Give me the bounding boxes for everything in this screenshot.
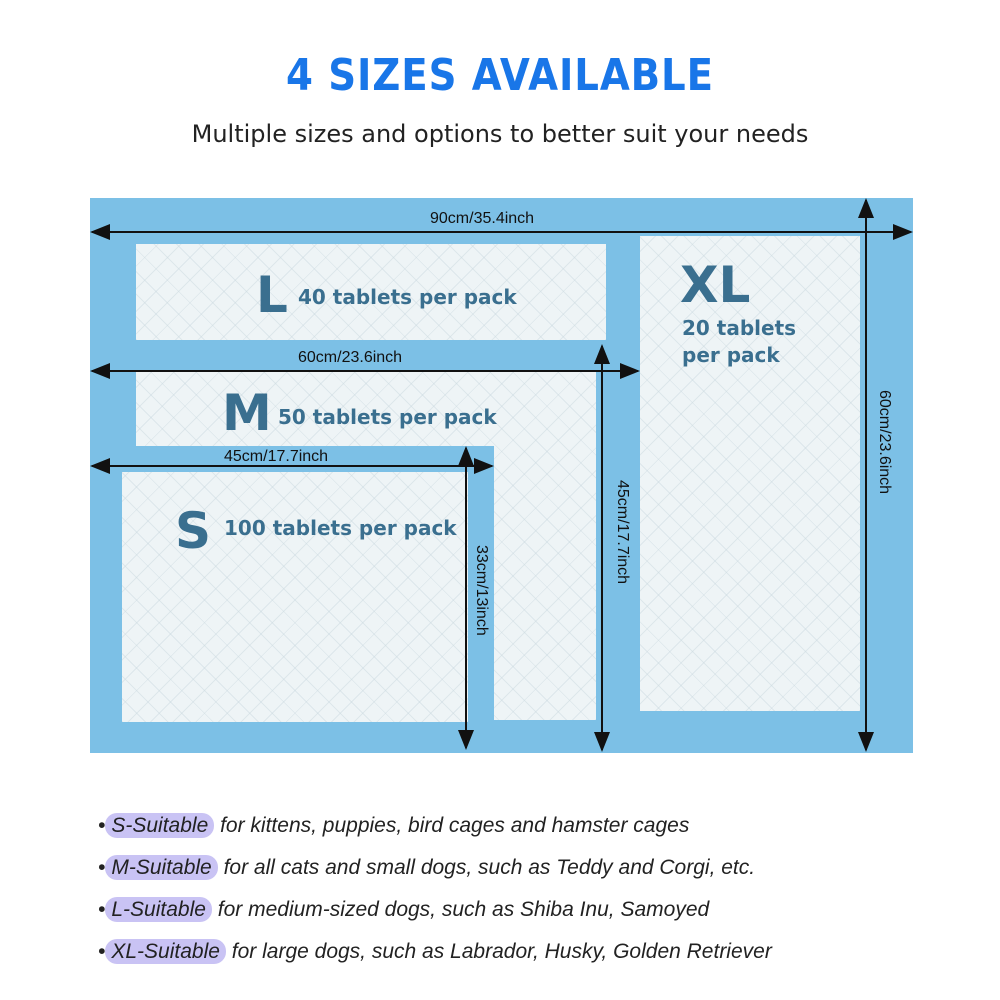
size-tag: XL-Suitable	[105, 939, 226, 964]
list-item-text: for medium-sized dogs, such as Shiba Inu, Samoyed	[211, 898, 710, 921]
list-item: • L-Suitable for medium-sized dogs, such as Shiba Inu, Samoyed	[98, 898, 710, 921]
list-item: • S-Suitable for kittens, puppies, bird cages and hamster cages	[98, 814, 690, 837]
xl-line1: 20 tablets	[682, 316, 797, 340]
m-height-label: 45cm/17.7inch	[614, 480, 631, 585]
size-tag: S-Suitable	[105, 813, 214, 838]
list-item: • M-Suitable for all cats and small dogs, such as Teddy and Corgi, etc.	[98, 856, 756, 879]
m-letter: M	[222, 384, 272, 442]
list-item-text: for all cats and small dogs, such as Teddy and Corgi, etc.	[217, 856, 756, 879]
l-text: 40 tablets per pack	[298, 285, 517, 309]
page-title: 4 SIZES AVAILABLE	[286, 50, 714, 101]
m-text: 50 tablets per pack	[278, 405, 497, 429]
suitability-list	[98, 810, 772, 978]
size-tag: L-Suitable	[105, 897, 212, 922]
list-item: • XL-Suitable for large dogs, such as Labrador, Husky, Golden Retriever	[98, 940, 772, 963]
s-height-label: 33cm/13inch	[473, 545, 490, 636]
xl-height-label: 60cm/23.6inch	[876, 390, 893, 495]
xl-width-label: 90cm/35.4inch	[430, 210, 535, 227]
s-letter: S	[175, 502, 212, 560]
list-item-text: for kittens, puppies, bird cages and hamster cages	[214, 814, 690, 837]
s-text: 100 tablets per pack	[224, 516, 457, 540]
xl-line2: per pack	[682, 343, 780, 367]
size-tag: M-Suitable	[105, 855, 217, 880]
page-subtitle: Multiple sizes and options to better suit your needs	[191, 120, 809, 148]
list-item-text: for large dogs, such as Labrador, Husky, Golden Retriever	[225, 940, 772, 963]
m-width-label: 60cm/23.6inch	[298, 349, 403, 366]
xl-letter: XL	[680, 256, 751, 314]
s-width-label: 45cm/17.7inch	[224, 448, 329, 465]
l-letter: L	[256, 266, 288, 324]
